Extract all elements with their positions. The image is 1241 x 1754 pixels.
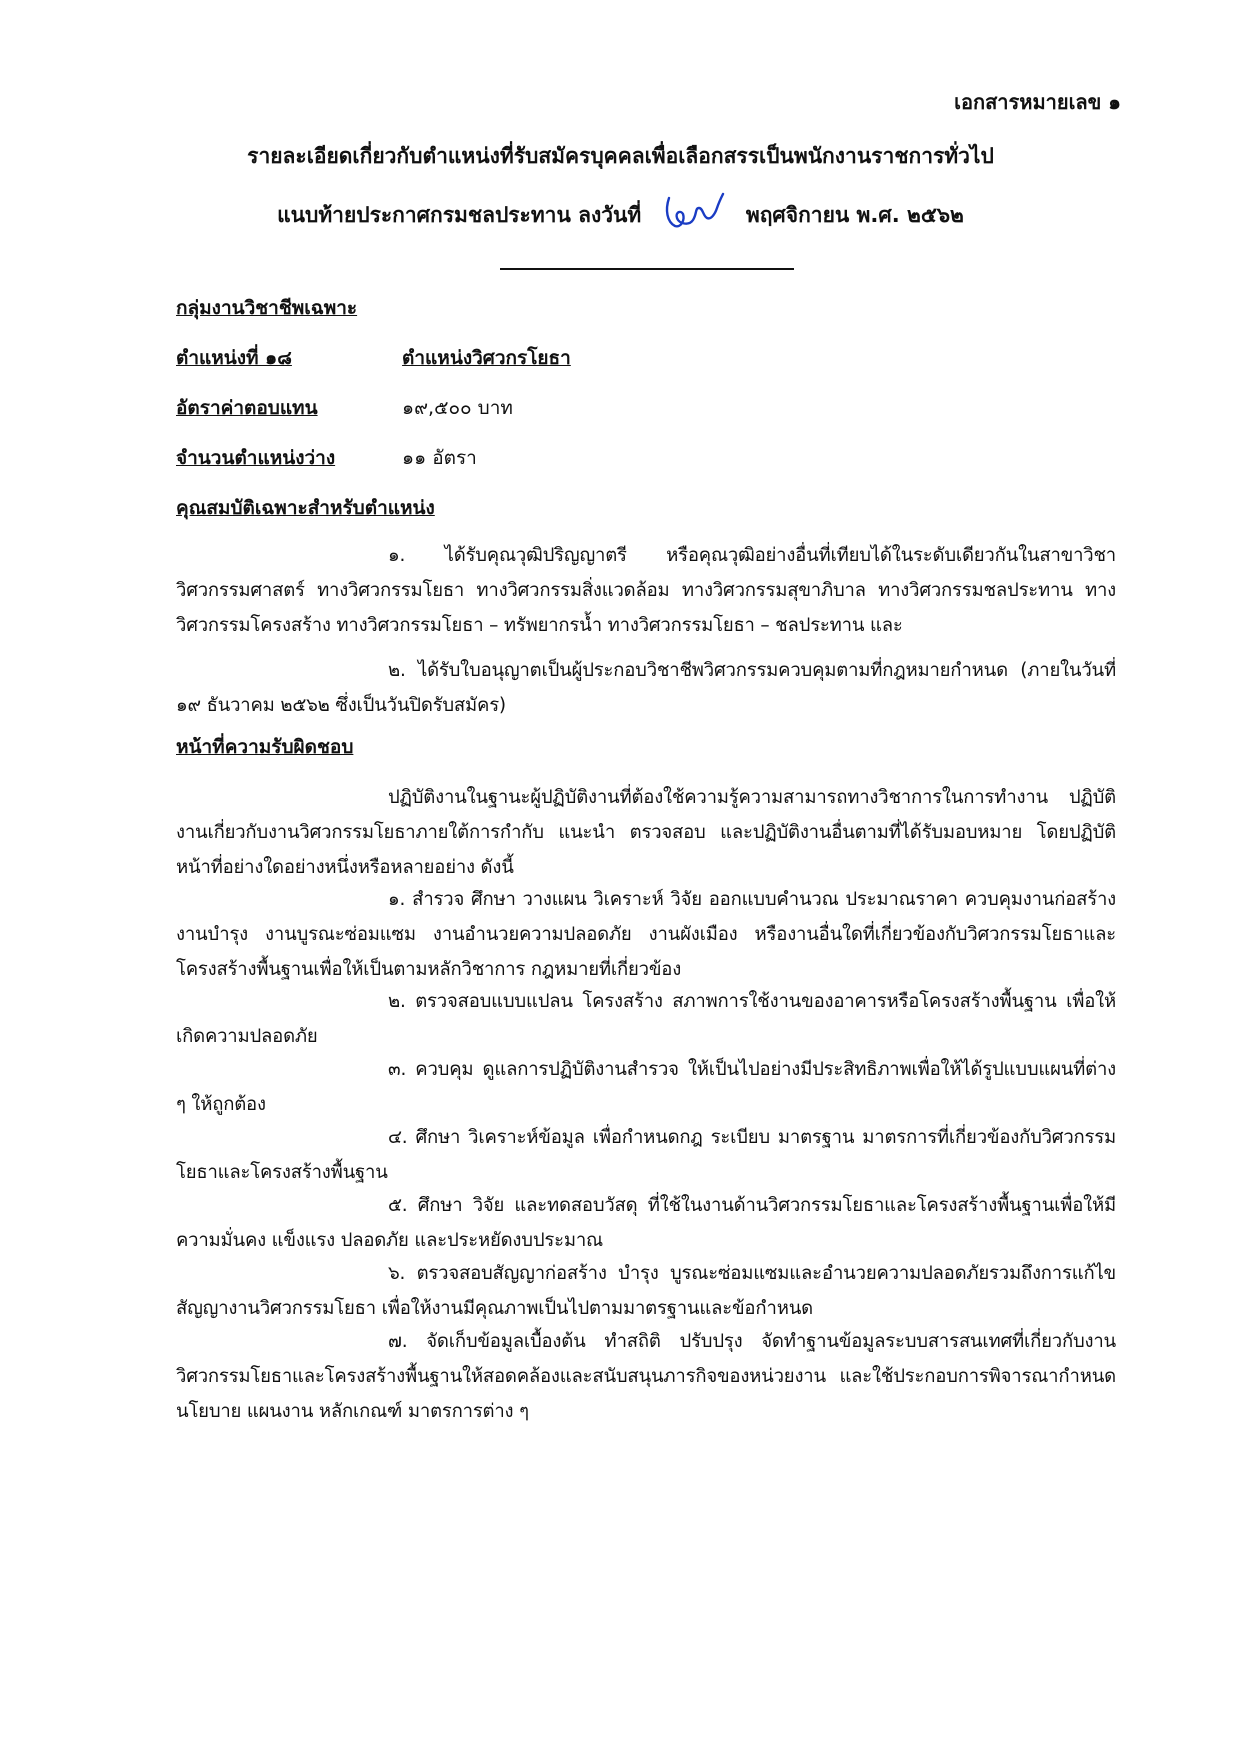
salary-value: ๑๙,๕๐๐ บาท [402, 397, 513, 419]
vacancy-value: ๑๑ อัตรา [402, 447, 477, 469]
duty-item-6: ๖. ตรวจสอบสัญญาก่อสร้าง บำรุง บูรณะซ่อมแซมและอำนวยความปลอดภัยรวมถึงการแก้ไขสัญญางานวิศวกรรมโยธา เพื่อให้งานมีคุณภาพเป็นไปตามมาตรฐานและข้อกำหนด [176, 1263, 1116, 1319]
duty-intro: ปฏิบัติงานในฐานะผู้ปฏิบัติงานที่ต้องใช้ความรู้ความสามารถทางวิชาการในการทำงาน ปฏิบัติงานเกี่ยวกับงานวิศวกรรมโยธาภายใต้การกำกับ แนะนำ ตรวจสอบ และปฏิบัติงานอื่นตามที่ได้รับมอบหมาย โดยปฏิบัติหน้าที่อย่างใดอย่างหนึ่งหรือหลายอย่าง ดังนี้ [176, 787, 1116, 878]
duty-heading: หน้าที่ความรับผิดชอบ [176, 736, 354, 758]
subtitle-suffix: พฤศจิกายน พ.ศ. ๒๕๖๒ [745, 203, 964, 227]
duty-item-4: ๔. ศึกษา วิเคราะห์ข้อมูล เพื่อกำหนดกฎ ระเบียบ มาตรฐาน มาตรการที่เกี่ยวข้องกับวิศวกรรมโยธาและโครงสร้างพื้นฐาน [176, 1127, 1116, 1183]
document-subtitle [0, 190, 1241, 234]
duty-item-5: ๕. ศึกษา วิจัย และทดสอบวัสดุ ที่ใช้ในงานด้านวิศวกรรมโยธาและโครงสร้างพื้นฐานเพื่อให้มีความมั่นคง แข็งแรง ปลอดภัย และประหยัดงบประมาณ [176, 1195, 1116, 1251]
position-name: ตำแหน่งวิศวกรโยธา [402, 347, 571, 369]
position-row [176, 343, 571, 373]
salary-row [176, 393, 513, 423]
title-divider [500, 268, 794, 270]
job-group-row [176, 293, 357, 323]
qualification-heading: คุณสมบัติเฉพาะสำหรับตำแหน่ง [176, 497, 435, 519]
qualification-item-1: ๑. ได้รับคุณวุฒิปริญญาตรี หรือคุณวุฒิอย่างอื่นที่เทียบได้ในระดับเดียวกันในสาขาวิชาวิศวกรรมศาสตร์ ทางวิศวกรรมโยธา ทางวิศวกรรมสิ่งแวดล้อม ทางวิศวกรรมสุขาภิบาล ทางวิศวกรรมชลประทาน ทางวิศวกรรมโครงสร้าง ทางวิศวกรรมโยธา – ทรัพยากรน้ำ ทางวิศวกรรมโยธา – ชลประทาน และ [176, 545, 1116, 636]
position-number-label: ตำแหน่งที่ ๑๘ [176, 347, 292, 369]
salary-label: อัตราค่าตอบแทน [176, 397, 318, 419]
qualification-item-2: ๒. ได้รับใบอนุญาตเป็นผู้ประกอบวิชาชีพวิศวกรรมควบคุมตามที่กฎหมายกำหนด (ภายในวันที่ ๑๙ ธันวาคม ๒๕๖๒ ซึ่งเป็นวันปิดรับสมัคร) [176, 660, 1116, 716]
duty-item-7: ๗. จัดเก็บข้อมูลเบื้องต้น ทำสถิติ ปรับปรุง จัดทำฐานข้อมูลระบบสารสนเทศที่เกี่ยวกับงานวิศวกรรมโยธาและโครงสร้างพื้นฐานให้สอดคล้องและสนับสนุนภารกิจของหน่วยงาน และใช้ประกอบการพิจารณากำหนดนโยบาย แผนงาน หลักเกณฑ์ มาตรการต่าง ๆ [176, 1331, 1116, 1422]
vacancy-row [176, 443, 477, 473]
document-number: เอกสารหมายเลข ๑ [954, 90, 1121, 114]
duty-heading-row [176, 732, 353, 762]
vacancy-label: จำนวนตำแหน่งว่าง [176, 447, 336, 469]
duty-item-2: ๒. ตรวจสอบแบบแปลน โครงสร้าง สภาพการใช้งานของอาคารหรือโครงสร้างพื้นฐาน เพื่อให้เกิดความปลอดภัย [176, 991, 1116, 1047]
qualification-heading-row [176, 493, 435, 523]
document-title: รายละเอียดเกี่ยวกับตำแหน่งที่รับสมัครบุคคลเพื่อเลือกสรรเป็นพนักงานราชการทั่วไป [247, 144, 994, 168]
duty-item-3: ๓. ควบคุม ดูแลการปฏิบัติงานสำรวจ ให้เป็นไปอย่างมีประสิทธิภาพเพื่อให้ได้รูปแบบแผนที่ต่าง ๆ ให้ถูกต้อง [176, 1059, 1116, 1115]
handwritten-date-signature [659, 190, 729, 234]
job-group-heading: กลุ่มงานวิชาชีพเฉพาะ [176, 297, 358, 319]
duty-item-1: ๑. สำรวจ ศึกษา วางแผน วิเคราะห์ วิจัย ออกแบบคำนวณ ประมาณราคา ควบคุมงานก่อสร้าง งานบำรุง งานบูรณะซ่อมแซม งานอำนวยความปลอดภัย งานผังเมือง หรืองานอื่นใดที่เกี่ยวข้องกับวิศวกรรมโยธาและโครงสร้างพื้นฐานเพื่อให้เป็นตามหลักวิชาการ กฎหมายที่เกี่ยวข้อง [176, 889, 1116, 980]
subtitle-prefix: แนบท้ายประกาศกรมชลประทาน ลงวันที่ [277, 203, 642, 227]
